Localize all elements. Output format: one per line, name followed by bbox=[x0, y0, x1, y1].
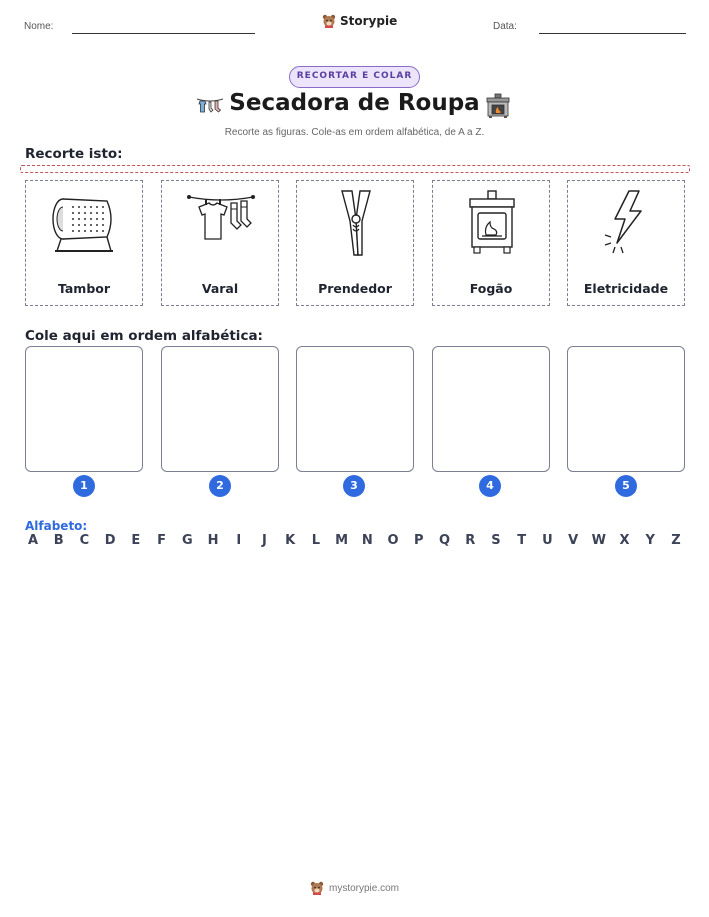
alphabet-letter: U bbox=[542, 533, 553, 548]
card-fogao[interactable] bbox=[432, 180, 550, 306]
cut-section-label: Recorte isto: bbox=[25, 146, 123, 162]
alphabet-letter: X bbox=[619, 533, 630, 548]
alphabet-letter: V bbox=[568, 533, 579, 548]
alphabet-letter: M bbox=[335, 533, 349, 548]
instructions: Recorte as figuras. Cole-as em ordem alfabética, de A a Z. bbox=[224, 127, 485, 138]
date-line[interactable] bbox=[539, 33, 686, 34]
alphabet-letter: P bbox=[414, 533, 424, 548]
alphabet-letter: A bbox=[27, 533, 39, 548]
alphabet-row bbox=[25, 533, 684, 548]
clothespin-icon bbox=[320, 189, 392, 259]
bear-icon bbox=[310, 881, 324, 895]
alphabet-letter: L bbox=[311, 533, 321, 548]
drum-icon bbox=[49, 189, 121, 259]
alphabet-letter: D bbox=[104, 533, 116, 548]
lightning-icon bbox=[591, 189, 663, 259]
paste-box-2[interactable] bbox=[161, 346, 279, 472]
alphabet-letter: S bbox=[491, 533, 501, 548]
card-label: Eletricidade bbox=[583, 281, 669, 296]
cut-line bbox=[20, 165, 690, 173]
alphabet-letter: E bbox=[131, 533, 141, 548]
alphabet-letter: W bbox=[591, 533, 606, 548]
card-eletricidade[interactable] bbox=[567, 180, 685, 306]
alphabet-letter: K bbox=[285, 533, 296, 548]
alphabet-letter: O bbox=[387, 533, 399, 548]
card-varal[interactable] bbox=[161, 180, 279, 306]
alphabet-label: Alfabeto: bbox=[25, 519, 88, 533]
alphabet-letter: Z bbox=[671, 533, 681, 548]
alphabet-letter: F bbox=[157, 533, 167, 548]
alphabet-letter: R bbox=[465, 533, 476, 548]
name-label: Nome: bbox=[24, 21, 54, 32]
storypie-logo bbox=[322, 14, 397, 28]
activity-tag: RECORTAR E COLAR bbox=[289, 66, 420, 88]
footer bbox=[0, 881, 709, 895]
brand-name: Storypie bbox=[340, 14, 398, 28]
paste-box-5[interactable] bbox=[567, 346, 685, 472]
clothesline-icon bbox=[185, 189, 257, 259]
alphabet-letter: I bbox=[236, 533, 242, 548]
number-badge: 1 bbox=[73, 475, 95, 497]
card-label: Fogão bbox=[469, 281, 513, 296]
card-tambor[interactable] bbox=[25, 180, 143, 306]
card-prendedor[interactable] bbox=[296, 180, 414, 306]
alphabet-letter: Y bbox=[645, 533, 655, 548]
footer-link[interactable]: mystorypie.com bbox=[328, 882, 399, 894]
number-badge: 5 bbox=[615, 475, 637, 497]
alphabet-letter: T bbox=[517, 533, 527, 548]
alphabet-letter: B bbox=[53, 533, 64, 548]
stove-icon bbox=[484, 93, 512, 119]
alphabet-letter: G bbox=[181, 533, 193, 548]
bear-icon bbox=[322, 14, 336, 28]
number-badge: 4 bbox=[479, 475, 501, 497]
alphabet-letter: J bbox=[262, 533, 267, 548]
card-label: Varal bbox=[201, 281, 239, 296]
paste-box-1[interactable] bbox=[25, 346, 143, 472]
page-title: Secadora de Roupa bbox=[229, 90, 480, 116]
alphabet-letter: C bbox=[79, 533, 90, 548]
number-badge: 3 bbox=[343, 475, 365, 497]
paste-box-4[interactable] bbox=[432, 346, 550, 472]
paste-section-label: Cole aqui em ordem alfabética: bbox=[25, 328, 263, 344]
paste-box-3[interactable] bbox=[296, 346, 414, 472]
stove-icon bbox=[456, 189, 528, 259]
alphabet-letter: N bbox=[361, 533, 373, 548]
alphabet-letter: H bbox=[207, 533, 219, 548]
card-label: Prendedor bbox=[318, 281, 392, 296]
number-badge: 2 bbox=[209, 475, 231, 497]
name-line[interactable] bbox=[72, 33, 255, 34]
date-label: Data: bbox=[493, 21, 517, 32]
alphabet-letter: Q bbox=[438, 533, 451, 548]
card-label: Tambor bbox=[57, 281, 111, 296]
